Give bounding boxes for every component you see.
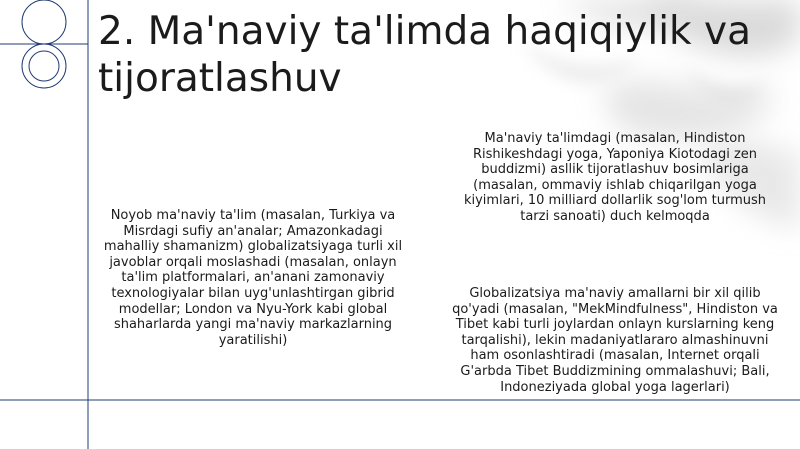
paragraph-right-bottom: Globalizatsiya ma'naviy amallarni bir xil qilib qo'yadi (masalan, "MekMindfulness", Hindiston va Tibet kabi turli joylardan onlayn kurslarning keng tarqalishi), lekin madaniyatlararo almashinuvni ham osonlashtiradi (masalan, Internet orqali G'arbda Tibet Buddizmining ommalashuvi; Bali, Indoneziyada global yoga lagerlari) [452,286,778,395]
paragraph-right-top: Ma'naviy ta'limdagi (masalan, Hindiston Rishikeshdagi yoga, Yaponiya Kiotodagi zen buddizmi) asllik tijoratlashuv bosimlariga (masalan, ommaviy ishlab chiqarilgan yoga kiyimlari, 10 milliard dollarlik sog'lom turmush tarzi sanoati) duch kelmoqda [463,131,767,224]
slide-title: 2. Ma'naviy ta'limda haqiqiylik va tijoratlashuv [98,9,752,101]
paragraph-left: Noyob ma'naviy ta'lim (masalan, Turkiya va Misrdagi sufiy an'analar; Amazonkadagi mahalliy shamanizm) globalizatsiyaga turli xil javoblar orqali moslashadi (masalan, onlayn ta'lim platformalari, an'anani zamonaviy texnologiyalar bilan uyg'unlashtirgan gibrid modellar; London va Nyu-York kabi global shaharlarda yangi ma'naviy markazlarning yaratilishi) [103,208,403,348]
